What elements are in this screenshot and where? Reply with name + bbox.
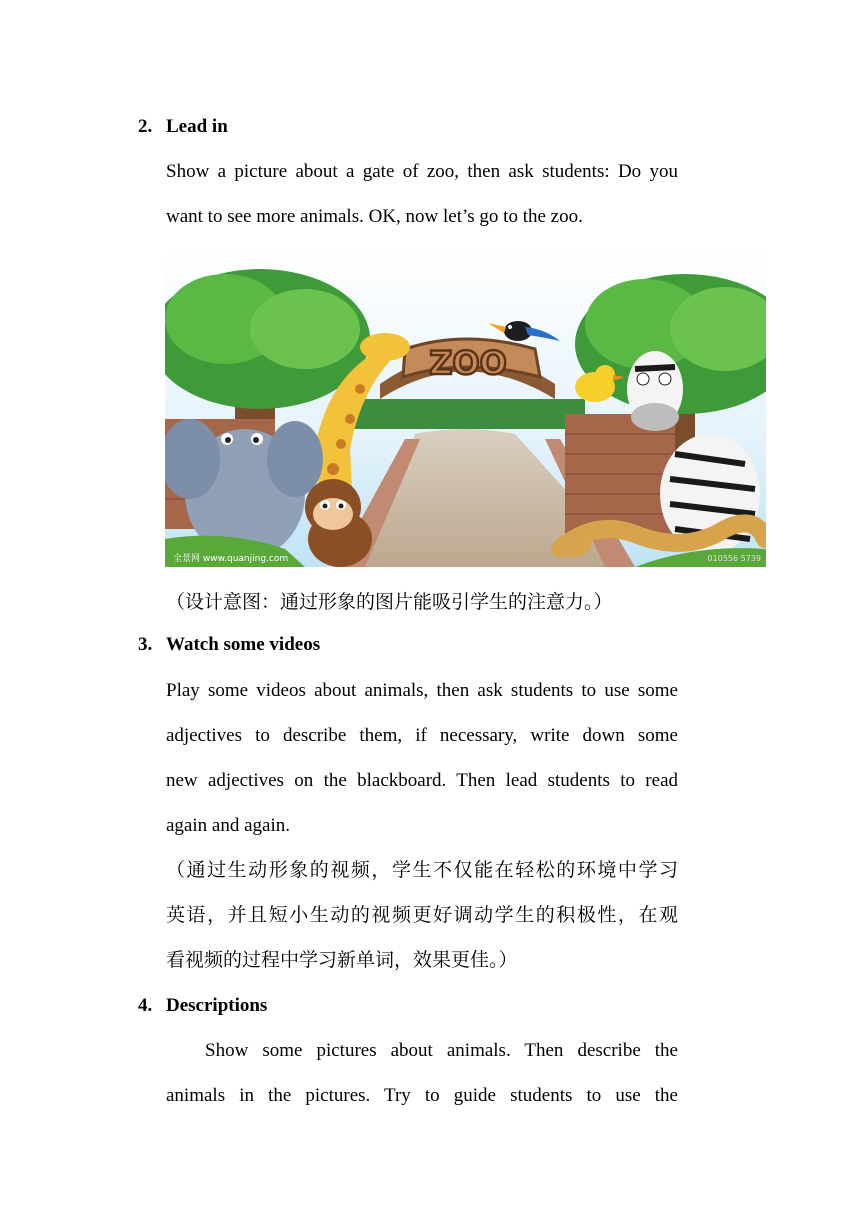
- section-title: Lead in: [166, 116, 228, 137]
- section-number: 3.: [138, 634, 153, 655]
- paragraph-line: adjectives to describe them, if necessary, write down some: [166, 725, 678, 746]
- section-2-heading: [138, 115, 228, 139]
- paragraph-line: new adjectives on the blackboard. Then lead students to read: [166, 770, 678, 791]
- note-line: 看视频的过程中学习新单词，效果更佳。）: [166, 949, 518, 971]
- section-4-heading: [138, 994, 267, 1018]
- paragraph-line: Show some pictures about animals. Then describe the: [205, 1040, 678, 1061]
- photo-id-text: 010556 5739: [707, 554, 761, 563]
- paragraph-line: animals in the pictures. Try to guide students to use the: [166, 1085, 678, 1106]
- section-number: 4.: [138, 995, 153, 1016]
- watermark-text: 全景网 www.quanjing.com: [173, 554, 289, 564]
- paragraph-line: Play some videos about animals, then ask students to use some: [166, 680, 678, 701]
- section-title: Descriptions: [166, 995, 268, 1016]
- note-line: 英语，并且短小生动的视频更好调动学生的积极性，在观: [166, 904, 678, 926]
- note-line: （通过生动形象的视频，学生不仅能在轻松的环境中学习: [166, 859, 678, 881]
- zoo-sign-text: ZOO: [429, 344, 507, 382]
- section-number: 2.: [138, 116, 153, 137]
- paragraph-line: Show a picture about a gate of zoo, then ask students: Do you: [166, 161, 678, 182]
- zoo-gate-illustration: [165, 249, 766, 567]
- figure-caption: （设计意图：通过形象的图片能吸引学生的注意力。）: [166, 591, 613, 613]
- section-title: Watch some videos: [166, 634, 321, 655]
- paragraph-line: want to see more animals. OK, now let’s go to the zoo.: [166, 206, 583, 227]
- paragraph-line: again and again.: [166, 815, 290, 836]
- section-3-heading: [138, 633, 320, 657]
